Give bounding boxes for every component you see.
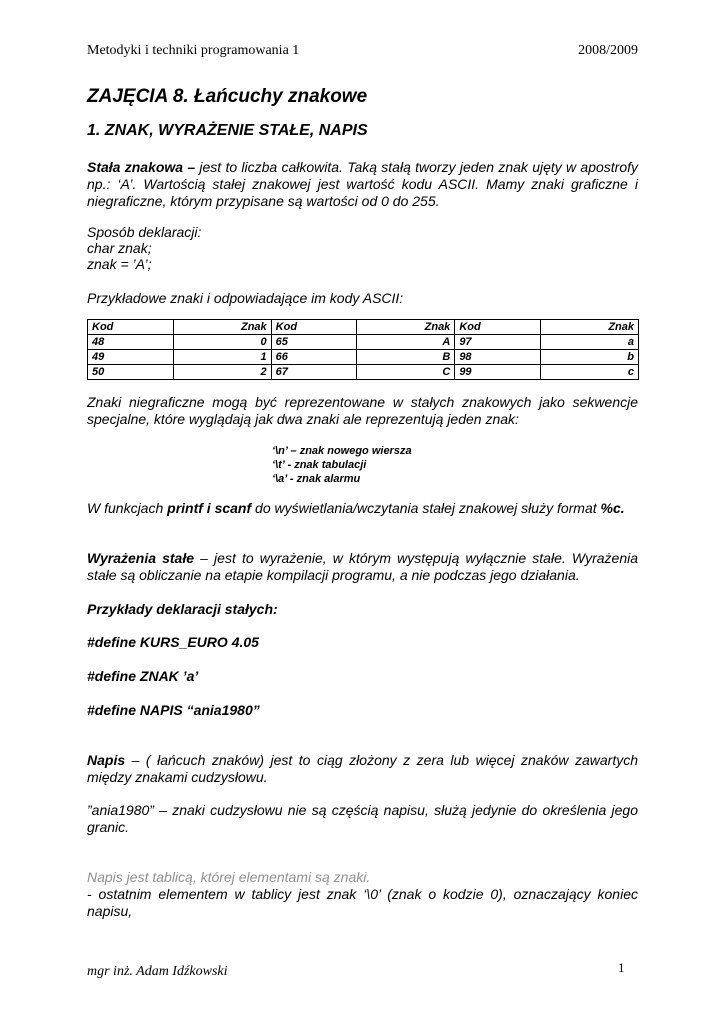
header-year: 2008/2009 [578,43,638,58]
define-znak: #define ZNAK ’a’ [87,668,199,684]
table-header-row [88,320,639,335]
ascii-table [87,319,639,380]
declaration-label: Sposób deklaracji: [87,224,202,240]
section-heading: 1. ZNAK, WYRAŻENIE STAŁE, NAPIS [87,122,368,139]
page-header [87,43,638,59]
table-cell: 97 [455,335,541,350]
header-cell: Kod [88,320,174,335]
table-cell: 49 [88,350,174,365]
table-cell: 65 [271,335,357,350]
examples-title: Przykłady deklaracji stałych: [87,601,278,617]
table-cell: 50 [88,365,174,380]
char-constant-text: jest to liczba całkowita. Taką stałą tworzy jeden znak ujęty w apostrofy np.: ‘A’. Wartością stałej znakowej jest wartość kodu ASCII. Mamy znaki graficzne i niegraficzne, którym przypisane są wartości od 0 do 255. [87,159,638,209]
string-array-note: Napis jest tablicą, której elementami są znaki. [87,869,371,885]
table-cell: 0 [173,335,271,350]
escape-tab: ‘\t’ - znak tabulacji [272,459,367,471]
header-course: Metodyki i techniki programowania 1 [87,43,300,58]
table-intro: Przykładowe znaki i odpowiadające im kody ASCII: [87,290,404,306]
table-cell: 99 [455,365,541,380]
page-number: 1 [618,960,625,975]
term-char-constant: Stała znakowa – [87,159,196,175]
term-string: Napis [87,752,126,768]
term-const-expr: Wyrażenia stałe [87,550,195,566]
table-row [88,365,639,380]
format-specifier: %c. [600,500,625,516]
table-cell: a [541,335,639,350]
paragraph-terminator: - ostatnim elementem w tablicy jest znak ‘\0’ (znak o kodzie 0), oznaczający koniec napisu, [87,886,638,919]
table-cell: 98 [455,350,541,365]
define-kurs-euro: #define KURS_EURO 4.05 [87,634,259,650]
header-cell: Znak [541,320,639,335]
table-cell: 2 [173,365,271,380]
const-expr-text: – jest to wyrażenie, w którym występują wyłącznie stałe. Wyrażenia stałe są obliczanie na etapie kompilacji programu, a nie podczas jego działania. [87,550,638,583]
define-napis: #define NAPIS “ania1980” [87,702,260,718]
header-cell: Znak [173,320,271,335]
table-cell: b [541,350,639,365]
format-functions: printf i scanf [167,500,252,516]
table-cell: A [357,335,455,350]
paragraph-string [87,752,638,786]
table-cell: B [357,350,455,365]
escape-alarm: ‘\a’ - znak alarmu [272,473,361,485]
paragraph-char-constant [87,159,638,210]
header-cell: Kod [455,320,541,335]
string-text: – ( łańcuch znaków) jest to ciąg złożony z zera lub więcej znaków zawartych między znakami cudzysłowu. [87,752,638,785]
declaration-line-2: znak = ’A’; [87,256,152,272]
table-row [88,335,639,350]
table-row [88,350,639,365]
page-title: ZAJĘCIA 8. Łańcuchy znakowe [87,86,368,107]
table-cell: 48 [88,335,174,350]
table-cell: C [357,365,455,380]
table-cell: c [541,365,639,380]
format-text-c: do wyświetlania/wczytania stałej znakowej służy format [251,500,601,516]
paragraph-quotes: ”ania1980” – znaki cudzysłowu nie są częścią napisu, służą jedynie do określenia jego granic. [87,802,638,835]
header-cell: Znak [357,320,455,335]
header-cell: Kod [271,320,357,335]
paragraph-nongraphic: Znaki niegraficzne mogą być reprezentowane w stałych znakowych jako sekwencje specjalne, które wyglądają jak dwa znaki ale reprezentują jeden znak: [87,394,638,427]
escape-newline: ‘\n’ – znak nowego wiersza [272,445,412,457]
declaration-line-1: char znak; [87,240,152,256]
table-cell: 67 [271,365,357,380]
table-cell: 1 [173,350,271,365]
footer-author: mgr inż. Adam Idźkowski [87,964,228,979]
paragraph-const-expr [87,550,638,584]
format-text-a: W funkcjach [87,500,168,516]
paragraph-format [87,500,638,517]
table-cell: 66 [271,350,357,365]
